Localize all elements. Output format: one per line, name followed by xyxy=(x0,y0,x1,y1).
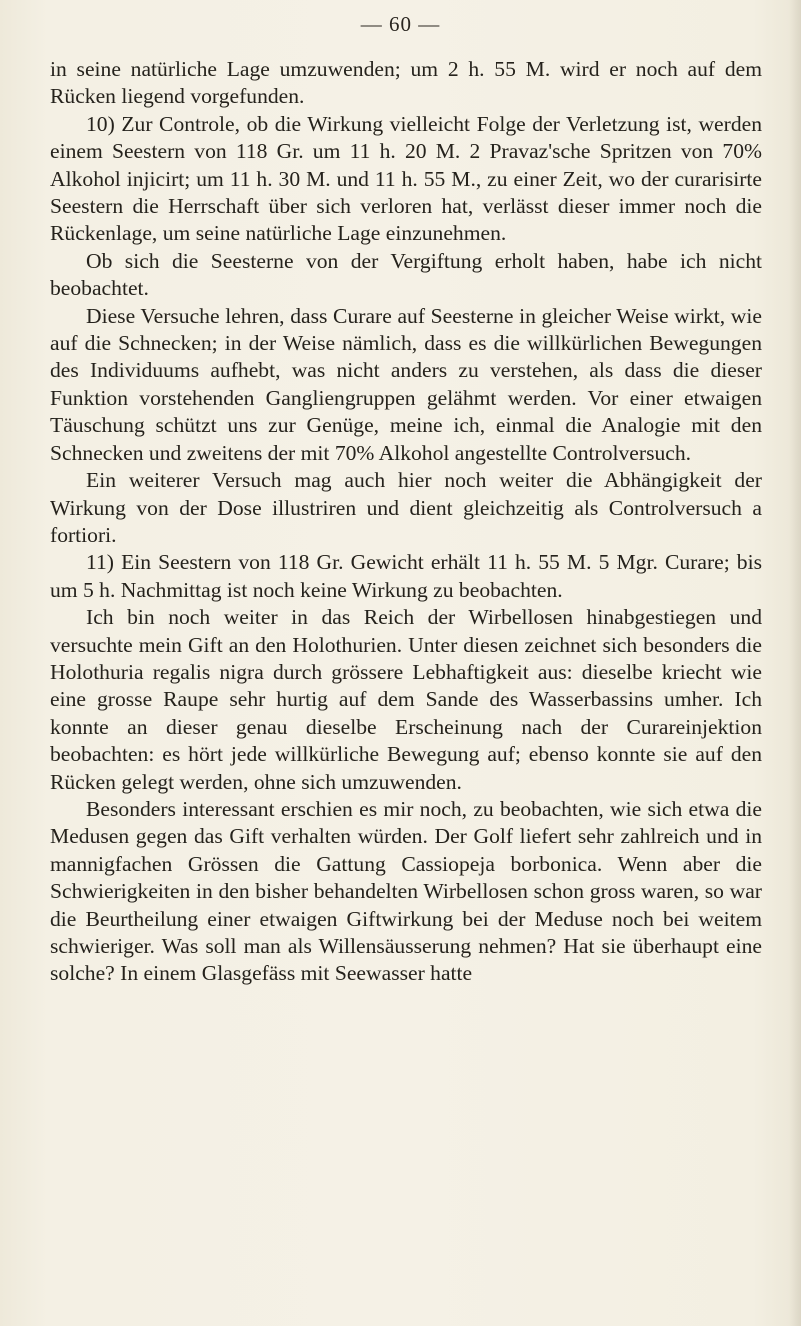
paragraph-medusae: Besonders interessant erschien es mir noch, zu beobachten, wie sich etwa die Medusen gegen das Gift verhalten würden. Der Golf liefert sehr zahlreich und in mannigfachen Grössen die Gattung Cassiopeja borbonica. Wenn aber die Schwierigkeiten in den bisher behandelten Wirbellosen schon gross waren, so war die Beurtheilung einer etwaigen Giftwirkung bei der Meduse noch bei weitem schwieriger. Was soll man als Willensäusserung nehmen? Hat sie überhaupt eine solche? In einem Glasgefäss mit Seewasser hatte xyxy=(50,796,762,986)
page-edge-shadow xyxy=(789,0,801,1326)
paragraph-holothurians: Ich bin noch weiter in das Reich der Wirbellosen hinabgestiegen und versuchte mein Gift an den Holothurien. Unter diesen zeichnet sich besonders die Holothuria regalis nigra durch grössere Lebhaftigkeit aus: dieselbe kriecht wie eine grosse Raupe sehr hurtig auf dem Sande des Wasserbassins umher. Ich konnte an dieser genau dieselbe Erscheinung nach der Curareinjektion beobachten: es hört jede willkürliche Bewegung auf; ebenso konnte sie auf den Rücken gelegt werden, ohne sich umzuwenden. xyxy=(50,605,762,794)
paragraph-experiment-10: 10) Zur Controle, ob die Wirkung vielleicht Folge der Verletzung ist, werden einem Seestern von 118 Gr. um 11 h. 20 M. 2 Pravaz'sche Spritzen von 70% Alkohol injicirt; um 11 h. 30 M. und 11 h. 55 M., zu einer Zeit, wo der curarisirte Seestern die Herrschaft über sich verloren hat, verlässt dieser immer noch die Rückenlage, um seine natürliche Lage einzunehmen. xyxy=(50,111,762,246)
body-text xyxy=(50,56,762,988)
paragraph-further-test: Ein weiterer Versuch mag auch hier noch weiter die Abhängigkeit der Wirkung von der Dose illustriren und dient gleichzeitig als Controlversuch a fortiori. xyxy=(50,468,762,547)
paragraph-recovery-note: Ob sich die Seesterne von der Vergiftung erholt haben, habe ich nicht beobachtet. xyxy=(50,248,762,301)
paragraph-conclusion: Diese Versuche lehren, dass Curare auf Seesterne in gleicher Weise wirkt, wie auf die Schnecken; in der Weise nämlich, dass es die willkürlichen Bewegungen des Individuums aufhebt, was nicht anders zu verstehen, als dass die dieser Funktion vorstehenden Gangliengruppen gelähmt werden. Vor einer etwaigen Täuschung schützt uns zur Genüge, meine ich, einmal die Analogie mit den Schnecken und zweitens der mit 70% Alkohol angestellte Controlversuch. xyxy=(50,303,762,465)
paragraph-continuation: in seine natürliche Lage umzuwenden; um 2 h. 55 M. wird er noch auf dem Rücken liegend vorgefunden. xyxy=(50,57,762,109)
paragraph-experiment-11: 11) Ein Seestern von 118 Gr. Gewicht erhält 11 h. 55 M. 5 Mgr. Curare; bis um 5 h. Nachmittag ist noch keine Wirkung zu beobachten. xyxy=(50,550,762,602)
page-number: — 60 — xyxy=(360,12,441,36)
